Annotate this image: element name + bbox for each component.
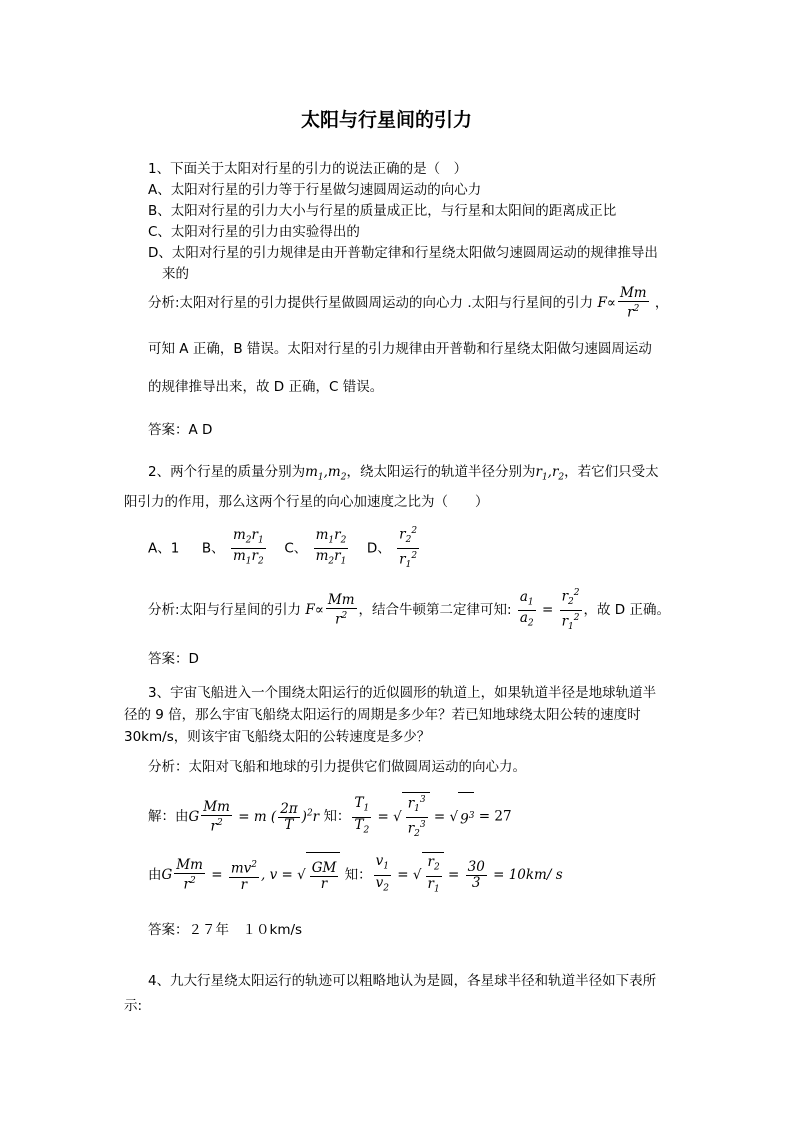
gravitation-formula: F∝ $\frac{Mm}{r^2}$	[597, 285, 647, 321]
q2-analysis-b: ，结合牛顿第二定律可知:	[358, 602, 512, 619]
q3-solution-1-b: 知：	[323, 808, 351, 825]
q2-stem-line-1	[148, 459, 659, 485]
q2-option-c-fraction: $\frac{m_1r_2}{m_2r_1}$	[315, 526, 347, 567]
q3-solution-2	[148, 852, 563, 898]
velocity-derivation: G $\frac{Mm}{r^2}$ = $\frac{mv^2}{r}$ , v = √ $\frac{GM}{r}$	[162, 867, 341, 883]
q1-option-b: B、太阳对行星的引力大小与行星的质量成正比，与行星和太阳间的距离成正比	[148, 203, 617, 219]
q1-answer: 答案：A D	[148, 422, 213, 438]
q4-stem-line-1: 4、九大行星绕太阳运行的轨迹可以粗略地认为是圆，各星球半径和轨道半径如下表所	[148, 973, 657, 989]
q1-option-d-cont: 来的	[162, 266, 189, 282]
q2-option-d-fraction: $\frac{r_2^2}{r_1^2}$	[399, 526, 418, 571]
q3-solution-1-result: = 27	[478, 808, 512, 825]
q2-analysis-a: 分析:太阳与行星间的引力	[148, 602, 302, 619]
q3-solution-1	[148, 790, 512, 840]
acceleration-ratio: $\frac{a_1}{a_2}$ = $\frac{r_2^2}{r_1^2}$	[519, 588, 580, 633]
gravitation-formula: F∝ $\frac{Mm}{r^2}$	[305, 592, 355, 628]
q2-answer: 答案：D	[148, 651, 199, 667]
q1-stem: 1、下面关于太阳对行星的引力的说法正确的是（ ）	[148, 161, 468, 177]
q2-option-b-fraction: $\frac{m_2r_1}{m_1r_2}$	[232, 526, 264, 567]
page-title: 太阳与行星间的引力	[301, 109, 473, 131]
q3-stem-line-2: 径的 9 倍，那么宇宙飞船绕太阳运行的周期是多少年？若已知地球绕太阳公转的速度时	[124, 707, 641, 723]
q2-option-d-label: D、	[366, 540, 391, 557]
mass-symbols: $m_1,m_2$	[305, 464, 347, 483]
q3-solution-1-a: 解：由	[148, 808, 189, 825]
q2-stem-line-2: 阳引力的作用，那么这两个行星的向心加速度之比为（ ）	[124, 494, 489, 510]
q3-stem-line-1: 3、宇宙飞船进入一个围绕太阳运行的近似圆形的轨道上，如果轨道半径是地球轨道半	[148, 685, 657, 701]
q3-analysis: 分析：太阳对飞船和地球的引力提供它们做圆周运动的向心力。	[148, 759, 526, 775]
q2-option-b-label: B、	[201, 540, 225, 557]
q3-answer: 答案：２７年 １０km/s	[148, 922, 303, 938]
radius-symbols: $r_1,r_2$	[535, 464, 565, 483]
q3-stem-line-3: 30km/s，则该宇宙飞船绕太阳的公转速度是多少？	[124, 729, 431, 745]
q3-solution-2-b: 知：	[344, 867, 372, 883]
q1-option-d: D、太阳对行星的引力规律是由开普勒定律和行星绕太阳做匀速圆周运动的规律推导出	[148, 245, 658, 261]
q2-analysis-c: ，故 D 正确。	[583, 602, 670, 619]
q3-solution-2-a: 由	[148, 867, 162, 883]
q2-option-a: A、1	[148, 540, 180, 557]
kepler-derivation: G $\frac{Mm}{r^2}$ = m ( $\frac{2\pi}{T}$ )$^2$r	[188, 798, 320, 835]
q1-option-a: A、太阳对行星的引力等于行星做匀速圆周运动的向心力	[148, 182, 482, 198]
q1-analysis-line-2: 可知 A 正确，B 错误。太阳对行星的引力规律由开普勒和行星绕太阳做匀速圆周运动	[148, 341, 652, 357]
q2-stem-a: 2、两个行星的质量分别为	[148, 464, 306, 480]
q1-analysis-line-1: 分析:太阳对行星的引力提供行星做圆周运动的向心力 .太阳与行星间的引力 F∝ $\frac{Mm}{r^2}$ ，	[148, 285, 669, 321]
q2-stem-c: ，若它们只受太	[564, 464, 659, 480]
q1-analysis-text: 分析:太阳对行星的引力提供行星做圆周运动的向心力 .太阳与行星间的引力	[148, 295, 594, 311]
q2-stem-b: ，绕太阳运行的轨道半径分别为	[346, 464, 536, 480]
q1-option-c: C、太阳对行星的引力由实验得出的	[148, 224, 360, 240]
velocity-ratio: $\frac{v_1}{v_2}$ = √ $\frac{r_2}{r_1}$ = $\frac{30}{3}$	[372, 867, 489, 883]
q4-stem-line-2: 示:	[124, 998, 143, 1014]
q3-solution-2-result: = 10km/ s	[493, 867, 563, 883]
period-ratio: $\frac{T_1}{T_2}$ = √ $\frac{r_1^3}{r_2^3}$ = √ $9^3$	[350, 809, 474, 825]
q2-analysis	[148, 586, 670, 633]
q2-option-c-label: C、	[284, 540, 308, 557]
q1-analysis-line-3: 的规律推导出来，故 D 正确，C 错误。	[148, 379, 384, 395]
q2-options	[148, 524, 421, 571]
